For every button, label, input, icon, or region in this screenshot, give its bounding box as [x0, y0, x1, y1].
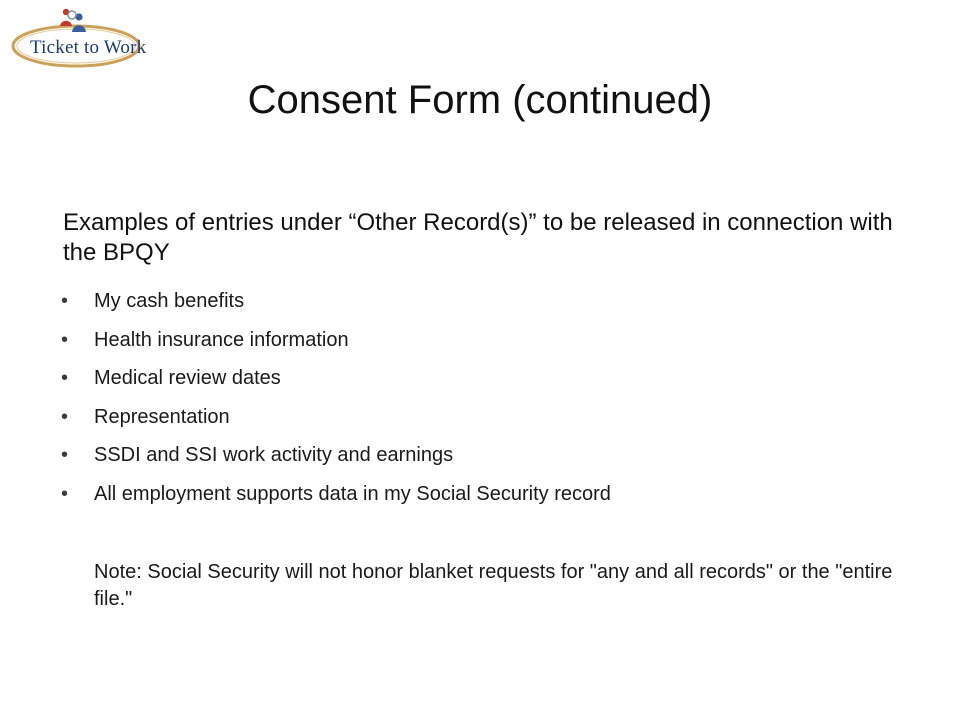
bullet-text: Medical review dates: [94, 367, 281, 390]
ticket-to-work-logo: [8, 4, 147, 76]
bullet-dot-icon: •: [61, 444, 69, 467]
bullet-text: All employment supports data in my Social Security record: [94, 482, 611, 505]
bullet-dot-icon: •: [61, 290, 69, 312]
bullet-dot-icon: •: [61, 482, 69, 505]
bullet-text: My cash benefits: [94, 290, 245, 312]
bullet-item: [63, 285, 611, 324]
bullet-dot-icon: •: [61, 328, 69, 351]
bullet-item: [63, 362, 611, 401]
bullet-list: [63, 285, 611, 517]
bullet-item: [63, 401, 611, 440]
bullet-dot-icon: •: [61, 405, 69, 428]
bullet-item: [63, 324, 611, 363]
intro-text: Examples of entries under “Other Record(s)” to be released in connection with the BPQY: [63, 209, 893, 266]
logo-text: Ticket to Work: [30, 37, 147, 58]
bullet-text: Representation: [94, 405, 230, 428]
bullet-item: [63, 439, 611, 478]
bullet-dot-icon: •: [61, 367, 69, 390]
bullet-item: [63, 478, 611, 517]
note-text: Note: Social Security will not honor blanket requests for "any and all records" or the "entire file.": [94, 561, 893, 610]
slide-title: Consent Form (continued): [247, 78, 713, 122]
bullet-text: Health insurance information: [94, 328, 349, 351]
bullet-text: SSDI and SSI work activity and earnings: [94, 444, 454, 467]
